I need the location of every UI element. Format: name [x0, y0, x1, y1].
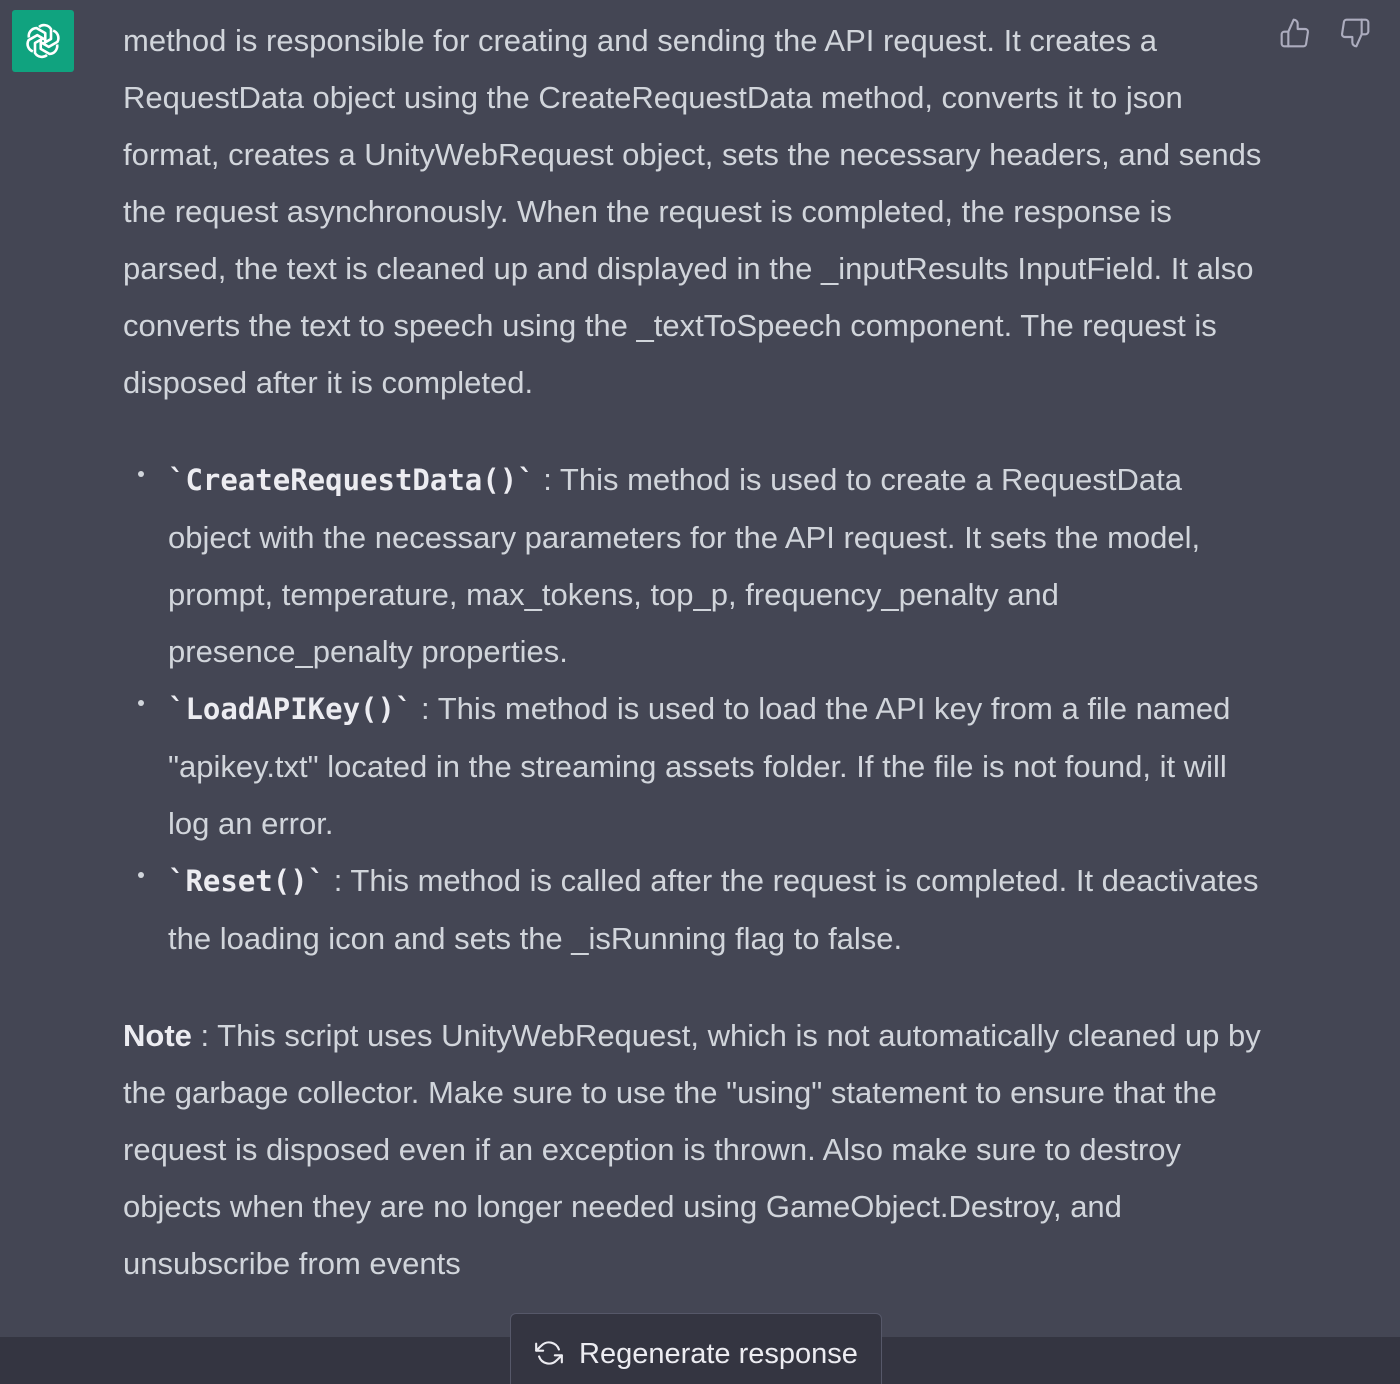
- list-item: [168, 680, 1268, 852]
- note-text: : This script uses UnityWebRequest, which is not automatically cleaned up by the garbage collector. Make sure to use the "using" statement to ensure that the request is disposed even if an exception is thrown. Also make sure to destroy objects when they are no longer needed using GameObject.Destroy, and unsubscribe from events: [123, 1018, 1261, 1281]
- inline-code: `CreateRequestData()`: [168, 463, 535, 497]
- thumbs-down-icon: [1339, 16, 1371, 50]
- inline-code: `Reset()`: [168, 864, 326, 898]
- message-note: [123, 1007, 1268, 1292]
- list-item-text: : This method is used to create a RequestData object with the necessary parameters for the API request. It sets the model, prompt, temperature, max_tokens, top_p, frequency_penalty and presence_penalty properties.: [168, 462, 1201, 669]
- list-item-text: : This method is used to load the API key from a file named "apikey.txt" located in the streaming assets folder. If the file is not found, it will log an error.: [168, 691, 1231, 841]
- thumbs-up-icon: [1279, 16, 1311, 50]
- regenerate-label: Regenerate response: [579, 1338, 858, 1370]
- list-item-text: : This method is called after the request is completed. It deactivates the loading icon and sets the _isRunning flag to false.: [168, 863, 1259, 956]
- thumbs-up-button[interactable]: [1278, 14, 1312, 52]
- inline-code: `LoadAPIKey()`: [168, 692, 413, 726]
- openai-logo-icon: [21, 19, 65, 63]
- note-label: Note: [123, 1018, 192, 1053]
- feedback-buttons: [1278, 14, 1372, 52]
- list-item: [168, 451, 1268, 680]
- list-item: [168, 852, 1268, 967]
- refresh-icon: [535, 1336, 563, 1370]
- assistant-message: [123, 12, 1268, 1292]
- method-list: [123, 451, 1268, 967]
- message-intro: method is responsible for creating and sending the API request. It creates a RequestData object using the CreateRequestData method, converts it to json format, creates a UnityWebRequest object, sets the necessary headers, and sends the request asynchronously. When the request is completed, the response is parsed, the text is cleaned up and displayed in the _inputResults InputField. It also converts the text to speech using the _textToSpeech component. The request is disposed after it is completed.: [123, 23, 1262, 400]
- regenerate-response-button[interactable]: [510, 1313, 882, 1384]
- thumbs-down-button[interactable]: [1338, 14, 1372, 52]
- assistant-avatar: [12, 10, 74, 72]
